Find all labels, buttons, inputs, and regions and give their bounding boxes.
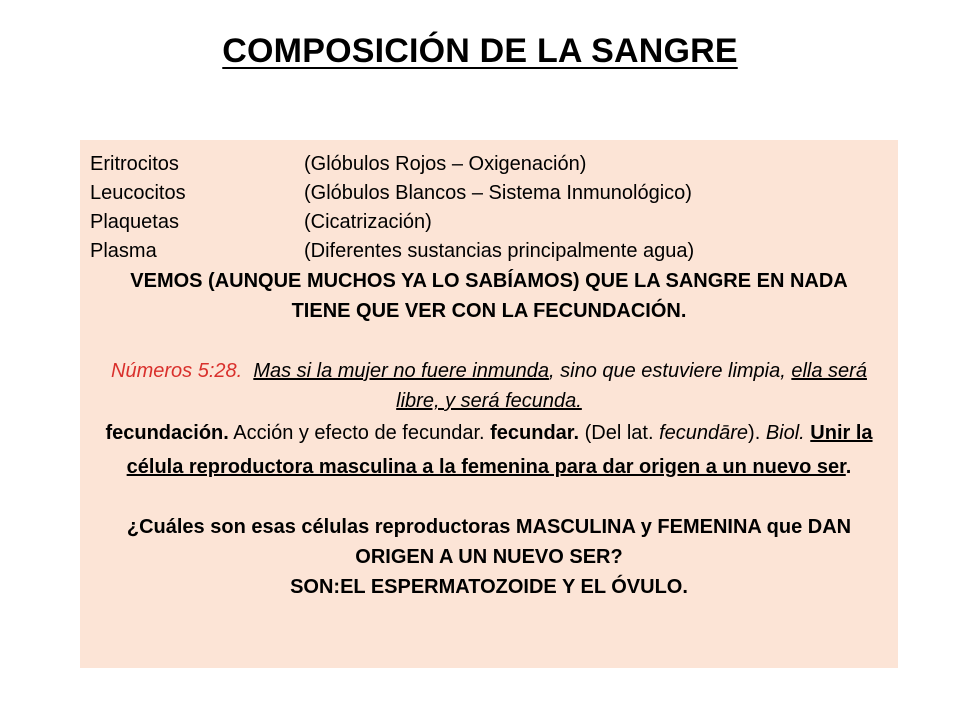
definition-word: fecundación.: [105, 422, 229, 444]
component-desc: (Glóbulos Blancos – Sistema Inmunológico): [304, 182, 692, 204]
component-term: Plaquetas: [90, 211, 179, 233]
component-row: [90, 150, 888, 179]
definition-text-3: ).: [748, 422, 761, 444]
conclusion-text: VEMOS (AUNQUE MUCHOS YA LO SABÍAMOS) QUE LA SANGRE EN NADA TIENE QUE VER CON LA FECUNDACIÓN.: [130, 270, 848, 322]
component-desc: (Glóbulos Rojos – Oxigenación): [304, 153, 587, 175]
verse-text: , sino que estuviere limpia,: [549, 360, 792, 382]
page-title: COMPOSICIÓN DE LA SANGRE: [222, 32, 738, 70]
component-term: Plasma: [90, 240, 157, 262]
definition-end: .: [845, 456, 852, 478]
component-desc: (Diferentes sustancias principalmente agua): [304, 240, 695, 262]
verse-paragraph: [90, 356, 888, 416]
biol-label: Biol.: [765, 422, 805, 444]
verse-underlined-1: Mas si la mujer no fuere inmunda: [253, 360, 550, 382]
component-row: [90, 208, 888, 237]
definition-underlined: Unir la célula reproductora masculina a la femenina para dar origen a un nuevo ser: [126, 422, 873, 478]
spacer: [90, 484, 888, 512]
verse-reference: Números 5:28.: [111, 360, 243, 382]
spacer: [90, 326, 888, 356]
latin-word: fecundāre: [659, 422, 749, 444]
content-box: [80, 140, 898, 668]
component-row: [90, 237, 888, 266]
answer-text: SON:EL ESPERMATOZOIDE Y EL ÓVULO.: [290, 576, 688, 598]
component-desc: (Cicatrización): [304, 211, 432, 233]
definition-word-2: fecundar.: [490, 422, 580, 444]
question-text: ¿Cuáles son esas células reproductoras MASCULINA y FEMENINA que DAN ORIGEN A UN NUEVO SER?: [126, 516, 852, 568]
component-term: Leucocitos: [90, 182, 186, 204]
component-row: [90, 179, 888, 208]
definition-text-2: (Del lat.: [579, 422, 660, 444]
definition-text: Acción y efecto de fecundar.: [228, 422, 491, 444]
verse-underlined-2: ella será libre, y será fecunda.: [396, 360, 867, 412]
definition-paragraph: [90, 416, 888, 484]
component-term: Eritrocitos: [90, 153, 179, 175]
